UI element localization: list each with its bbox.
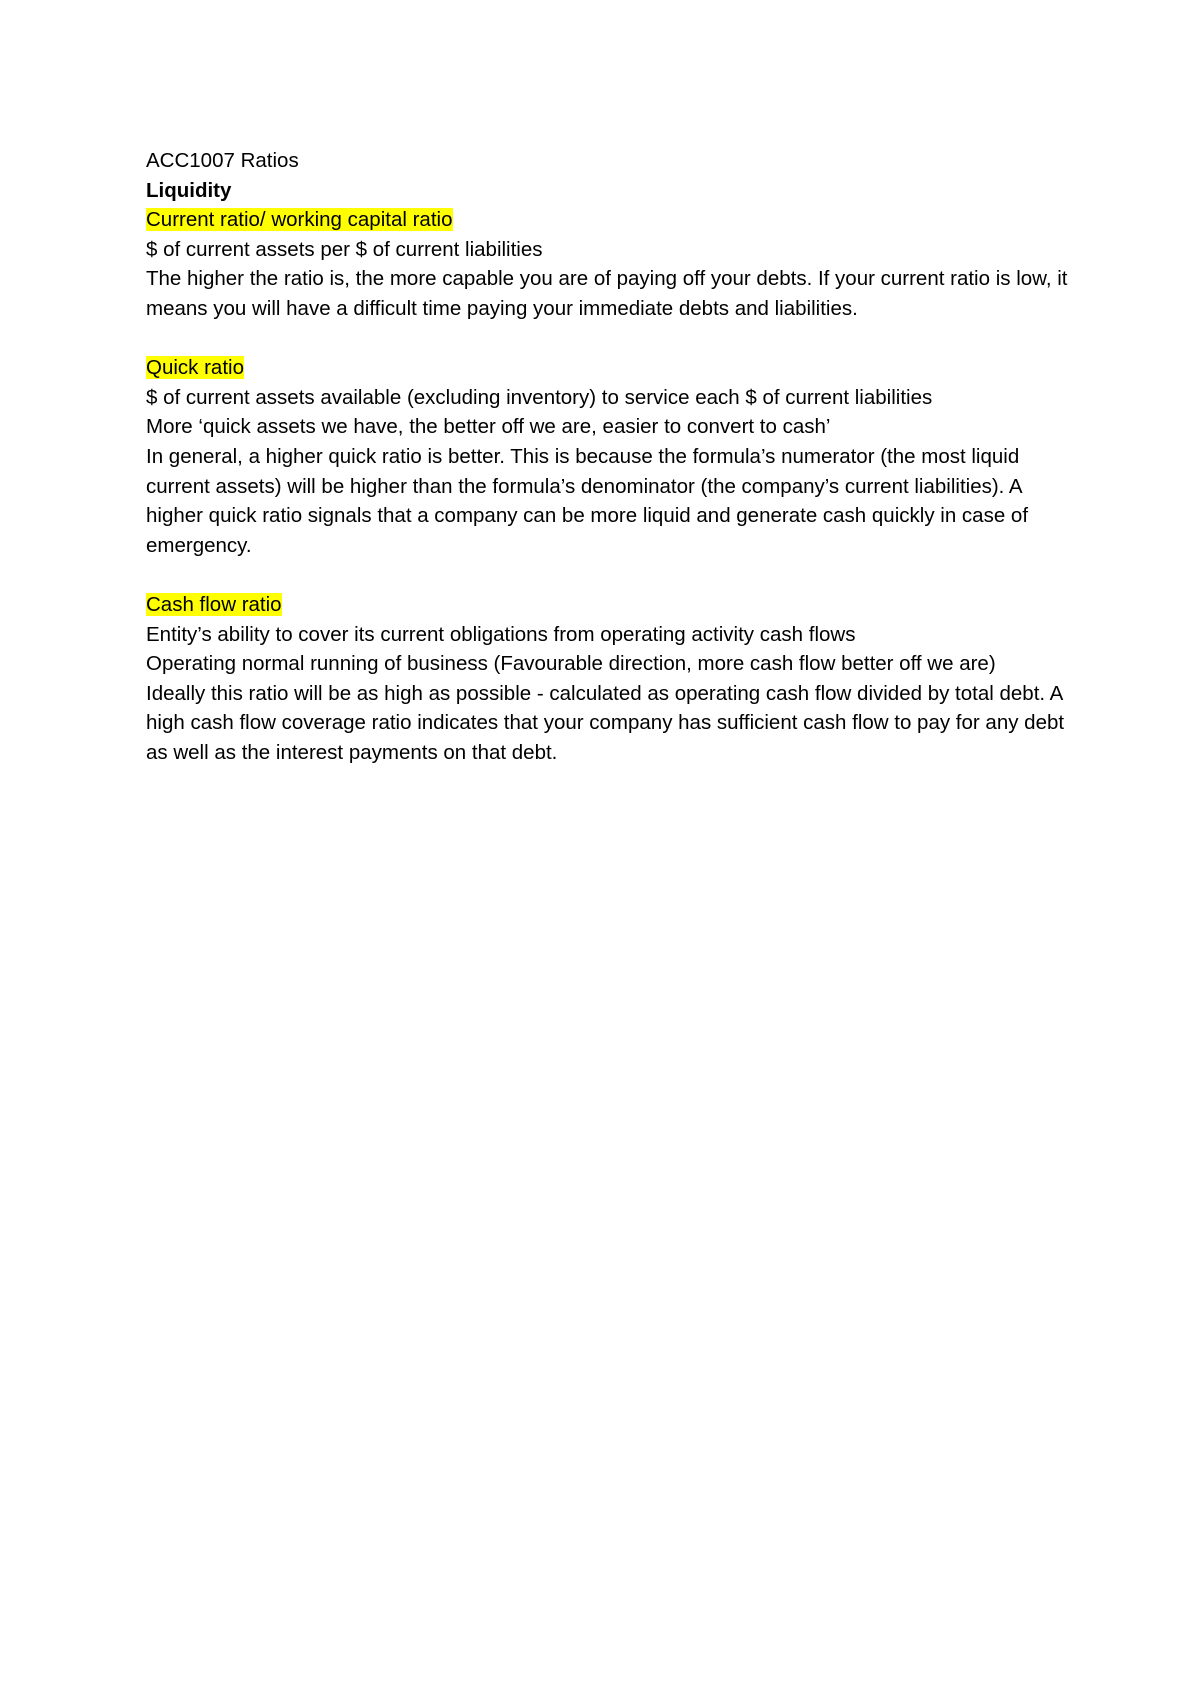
subsection-quick-ratio xyxy=(146,353,1076,383)
heading-quick-ratio: Quick ratio xyxy=(146,356,244,380)
paragraph: The higher the ratio is, the more capable you are of paying off your debts. If your current ratio is low, it means you will have a difficult time paying your immediate debts and liabilities. xyxy=(146,267,1068,320)
paragraph: $ of current assets available (excluding inventory) to service each $ of current liabilities xyxy=(146,385,933,409)
paragraph: Entity’s ability to cover its current obligations from operating activity cash flows xyxy=(146,622,856,646)
blank-line xyxy=(146,324,1076,354)
paragraph: Operating normal running of business (Favourable direction, more cash flow better off we are) xyxy=(146,652,996,676)
paragraph: $ of current assets per $ of current liabilities xyxy=(146,237,543,261)
subsection-cash-flow-ratio xyxy=(146,590,1076,620)
blank-line xyxy=(146,560,1076,590)
document-title: ACC1007 Ratios xyxy=(146,149,299,172)
paragraph: Ideally this ratio will be as high as possible - calculated as operating cash flow divided by total debt. A high cash flow coverage ratio indicates that your company has sufficient cash flow to pay for any debt as well as the interest payments on that debt. xyxy=(146,681,1065,764)
paragraph: More ‘quick assets we have, the better off we are, easier to convert to cash’ xyxy=(146,415,831,439)
heading-cash-flow-ratio: Cash flow ratio xyxy=(146,592,282,616)
subsection-current-ratio xyxy=(146,205,1076,235)
section-heading-liquidity: Liquidity xyxy=(146,178,232,202)
paragraph: In general, a higher quick ratio is better. This is because the formula’s numerator (the most liquid current assets) will be higher than the formula’s denominator (the company’s current liabilities). A higher quick ratio signals that a company can be more liquid and generate cash quickly in case of emergency. xyxy=(146,444,1029,557)
heading-current-ratio: Current ratio/ working capital ratio xyxy=(146,208,453,232)
document-body xyxy=(146,146,1076,767)
